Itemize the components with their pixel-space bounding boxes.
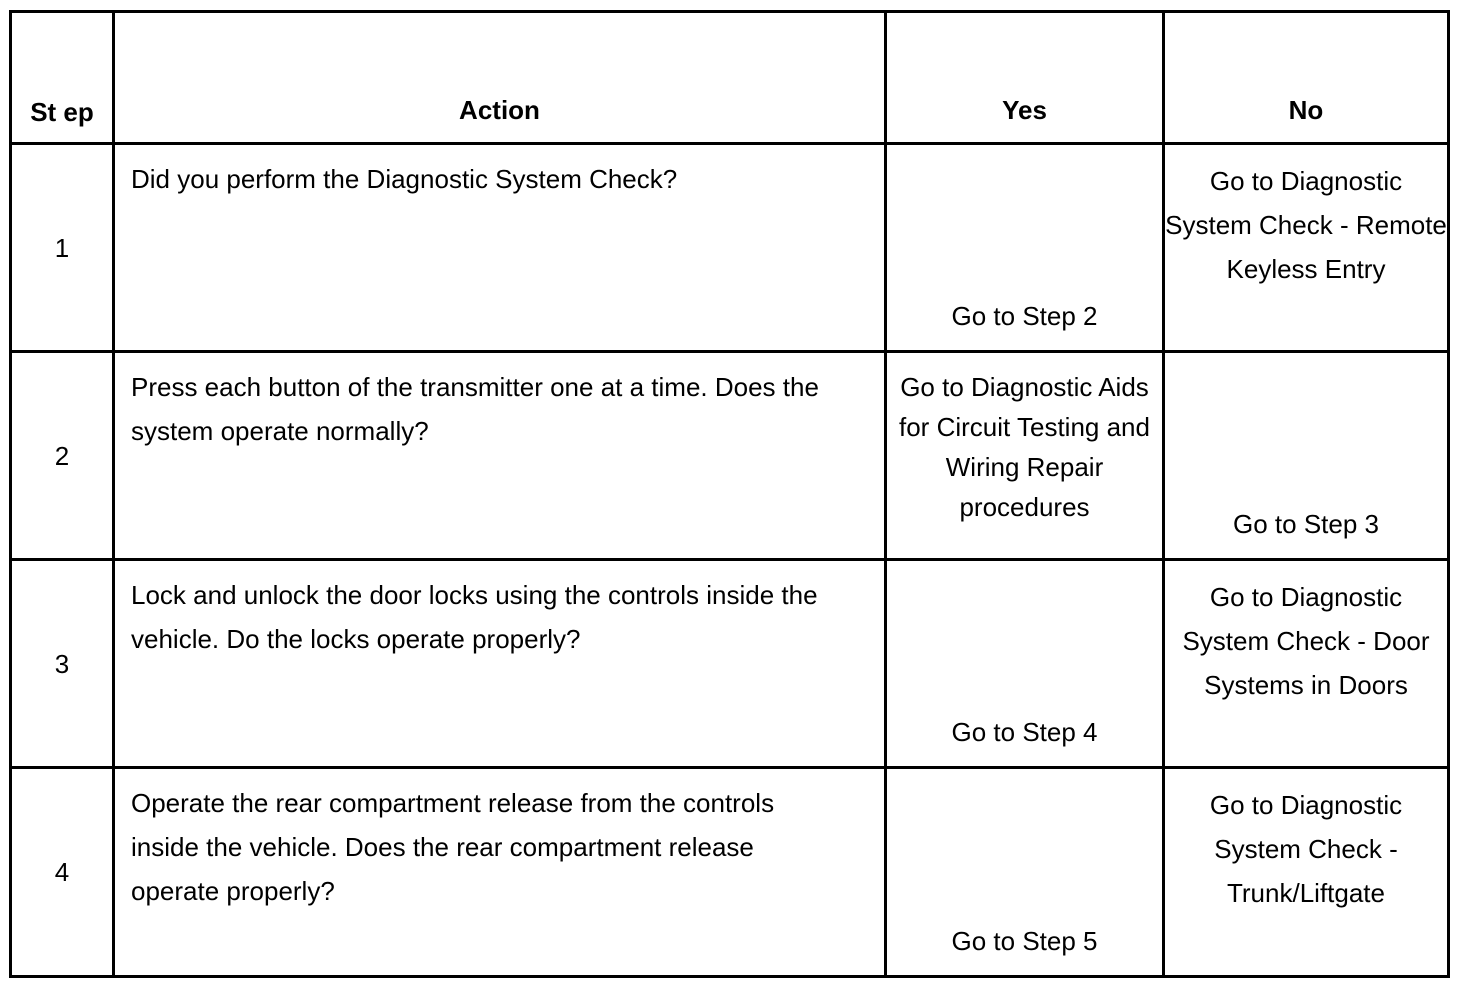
table-row <box>11 352 1449 560</box>
step-number: 3 <box>11 560 114 768</box>
header-yes: Yes <box>886 12 1164 144</box>
action-text: Lock and unlock the door locks using the controls inside the vehicle. Do the locks operate properly? <box>114 560 886 768</box>
step-number: 1 <box>11 144 114 352</box>
table-row <box>11 560 1449 768</box>
yes-result: Go to Step 5 <box>886 768 1164 977</box>
action-text: Did you perform the Diagnostic System Check? <box>114 144 886 352</box>
yes-result: Go to Step 2 <box>886 144 1164 352</box>
action-text: Operate the rear compartment release from the controls inside the vehicle. Does the rear compartment release operate properly? <box>114 768 886 977</box>
no-result: Go to Diagnostic System Check - Door Systems in Doors <box>1164 560 1449 768</box>
table-row <box>11 144 1449 352</box>
header-step: St ep <box>11 12 114 144</box>
header-action: Action <box>114 12 886 144</box>
diagnostic-table <box>9 10 1450 978</box>
header-row <box>11 12 1449 144</box>
action-text: Press each button of the transmitter one at a time. Does the system operate normally? <box>114 352 886 560</box>
no-result: Go to Diagnostic System Check - Remote Keyless Entry <box>1164 144 1449 352</box>
step-number: 4 <box>11 768 114 977</box>
step-number: 2 <box>11 352 114 560</box>
header-no: No <box>1164 12 1449 144</box>
table-row <box>11 768 1449 977</box>
no-result: Go to Step 3 <box>1164 352 1449 560</box>
yes-result: Go to Diagnostic Aids for Circuit Testing and Wiring Repair procedures <box>886 352 1164 560</box>
no-result: Go to Diagnostic System Check - Trunk/Liftgate <box>1164 768 1449 977</box>
yes-result: Go to Step 4 <box>886 560 1164 768</box>
